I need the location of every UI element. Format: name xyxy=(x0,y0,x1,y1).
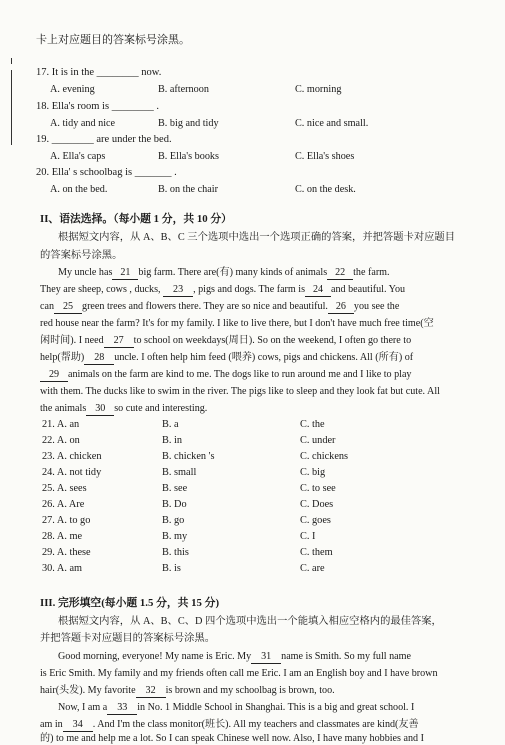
passage-line: red house near the farm? It's for my family. I like to live there, but I don't have much free time(空 xyxy=(40,318,434,329)
blank-33: 33 xyxy=(107,701,137,715)
blank-24: 24 xyxy=(305,283,331,297)
passage-line: 闲时间). I need 27 to school on weekdays(周日). So on the weekend, I often go there to xyxy=(40,335,412,346)
option-23-a: 23. A. chicken xyxy=(42,451,102,462)
option-29-b: B. this xyxy=(162,547,189,558)
q18-option-c: C. nice and small. xyxy=(295,118,369,129)
q20-option-a: A. on the bed. xyxy=(50,184,108,195)
option-28-b: B. my xyxy=(162,531,188,542)
option-26-a: 26. A. Are xyxy=(42,499,85,510)
q18-option-b: B. big and tidy xyxy=(158,118,219,129)
option-25-b: B. see xyxy=(162,483,188,494)
option-21-a: 21. A. an xyxy=(42,419,80,430)
blank-21: 21 xyxy=(112,266,138,280)
q19-option-c: C. Ella's shoes xyxy=(295,151,355,162)
option-29-c: C. them xyxy=(300,547,333,558)
option-24-a: 24. A. not tidy xyxy=(42,467,102,478)
option-28-a: 28. A. me xyxy=(42,531,83,542)
blank-31: 31 xyxy=(251,650,281,664)
question-17: 17. It is in the ________ now. xyxy=(36,67,162,78)
blank-25: 25 xyxy=(54,300,82,314)
passage-line: with them. The ducks like to swim in the river. The pigs like to sleep and they look fat but cute. All xyxy=(40,386,440,397)
option-27-b: B. go xyxy=(162,515,185,526)
option-22-b: B. in xyxy=(162,435,183,446)
blank-22: 22 xyxy=(327,266,353,280)
q17-option-a: A. evening xyxy=(50,84,95,95)
option-22-a: 22. A. on xyxy=(42,435,80,446)
question-19: 19. ________ are under the bed. xyxy=(36,134,172,145)
option-27-c: C. goes xyxy=(300,515,331,526)
section-2-instruction: 根据短文内容，从 A、B、C 三个选项中选出一个选项正确的答案，并把答题卡对应题目 xyxy=(58,232,456,243)
section-3-instruction: 根据短文内容，从 A、B、C、D 四个选项中选出一个能填入相应空格内的最佳答案， xyxy=(58,616,442,627)
section-3-title: III. 完形填空(每小题 1.5 分，共 15 分) xyxy=(40,597,220,609)
q20-option-b: B. on the chair xyxy=(158,184,218,195)
option-26-b: B. Do xyxy=(162,499,187,510)
blank-27: 27 xyxy=(104,334,134,348)
passage-line: They are sheep, cows , ducks, 23 , pigs and dogs. The farm is 24 and beautiful. You xyxy=(40,284,406,295)
section-3-instruction: 并把答题卡对应题目的答案标号涂黑。 xyxy=(40,633,216,644)
blank-29: 29 xyxy=(40,368,68,382)
option-26-c: C. Does xyxy=(300,499,334,510)
option-30-b: B. is xyxy=(162,563,181,574)
option-30-c: C. are xyxy=(300,563,325,574)
question-20: 20. Ella' s schoolbag is _______ . xyxy=(36,167,177,178)
margin-mark xyxy=(11,70,12,145)
section-2-title: II、语法选择。（每小题 1 分，共 10 分） xyxy=(40,213,232,225)
passage-line: hair(头发). My favorite 32 is brown and my schoolbag is brown, too. xyxy=(40,685,335,696)
passage-line: the animals 30 so cute and interesting. xyxy=(40,403,208,414)
q17-option-b: B. afternoon xyxy=(158,84,209,95)
passage-line: is Eric Smith. My family and my friends often call me Eric. I am an English boy and I have brown xyxy=(40,668,438,679)
option-30-a: 30. A. am xyxy=(42,563,83,574)
blank-32: 32 xyxy=(136,684,166,698)
blank-34: 34 xyxy=(63,718,93,732)
option-22-c: C. under xyxy=(300,435,336,446)
q20-option-c: C. on the desk. xyxy=(295,184,356,195)
passage-line: can 25 green trees and flowers there. They are so nice and beautiful. 26 you see the xyxy=(40,301,400,312)
passage-line: help(帮助) 28 uncle. I often help him feed (喂养) cows, pigs and chickens. All (所有) of xyxy=(40,352,414,363)
option-25-c: C. to see xyxy=(300,483,336,494)
section-2-instruction: 的答案标号涂黑。 xyxy=(40,250,123,261)
margin-mark xyxy=(11,58,12,64)
option-24-c: C. big xyxy=(300,467,326,478)
blank-28: 28 xyxy=(84,351,114,365)
option-21-c: C. the xyxy=(300,419,325,430)
blank-30: 30 xyxy=(86,402,114,416)
q17-option-c: C. morning xyxy=(295,84,342,95)
option-23-c: C. chickens xyxy=(300,451,349,462)
passage-line: My uncle has 21 big farm. There are(有) many kinds of animals 22 the farm. xyxy=(58,267,390,278)
q18-option-a: A. tidy and nice xyxy=(50,118,116,129)
option-25-a: 25. A. sees xyxy=(42,483,87,494)
q19-option-a: A. Ella's caps xyxy=(50,151,106,162)
blank-23: 23 xyxy=(163,283,193,297)
q19-option-b: B. Ella's books xyxy=(158,151,219,162)
option-21-b: B. a xyxy=(162,419,179,430)
option-27-a: 27. A. to go xyxy=(42,515,91,526)
question-18: 18. Ella's room is ________ . xyxy=(36,101,159,112)
header-text: 卡上对应题目的答案标号涂黑。 xyxy=(36,34,190,46)
passage-line: Now, I am a 33 in No. 1 Middle School in Shanghai. This is a big and great school. I xyxy=(58,702,415,713)
passage-line: Good morning, everyone! My name is Eric. My 31 name is Smith. So my full name xyxy=(58,651,411,662)
passage-line: 29 animals on the farm are kind to me. The dogs like to run around me and I like to play xyxy=(40,368,411,382)
option-29-a: 29. A. these xyxy=(42,547,91,558)
option-24-b: B. small xyxy=(162,467,197,478)
passage-line: 的) to me and help me a lot. So I can speak Chinese well now. Also, I have many hobbies and I xyxy=(40,733,424,744)
blank-26: 26 xyxy=(328,300,354,314)
passage-line: am in 34 . And I'm the class monitor(班长). All my teachers and classmates are kind(友善 xyxy=(40,719,419,730)
option-28-c: C. I xyxy=(300,531,316,542)
option-23-b: B. chicken 's xyxy=(162,451,215,462)
